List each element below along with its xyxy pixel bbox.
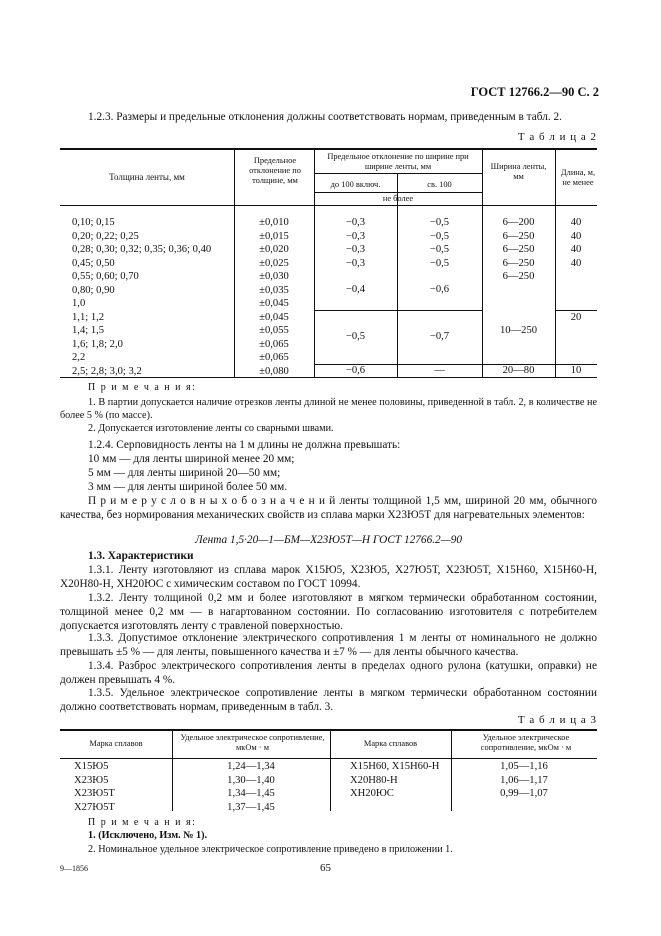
table-cell: −0,3 [345, 230, 366, 242]
table-cell: ХН20ЮС [350, 788, 394, 799]
table-cell: −0,5 [429, 217, 450, 228]
table-cell: 20 [570, 312, 582, 323]
table-cell: ±0,065 [259, 338, 289, 350]
table-cell: 40 [570, 257, 582, 269]
header-up-to-100: до 100 включ. [330, 180, 381, 189]
notes2-item-2: 2. Номинальное удельное электрическое сопротивление приведено в приложении 1. [88, 844, 453, 855]
header-grade-right: Марка сплавов [363, 739, 418, 748]
table-cell: Х15Ю5 [74, 761, 109, 772]
table-cell: 0,45; 0,50 [72, 257, 115, 269]
col-thickness [72, 216, 234, 378]
table-cell: −0,6 [429, 284, 450, 295]
table-cell: 6—250 [502, 271, 535, 282]
header-width-tolerance: Предельное отклонение по ширине при ширине ленты, мм [327, 152, 469, 171]
table-cell: 1,06—1,17 [500, 774, 548, 786]
header-resistance-left: Удельное электрическое сопротивление, мкОм · м [180, 733, 325, 752]
note-2: 2. Допускается изготовление ленты со сварными швами. [88, 423, 334, 434]
table-cell: Х20Н80-Н [350, 774, 398, 786]
table-cell: 10—250 [499, 325, 538, 336]
page-header: ГОСТ 12766.2—90 С. 2 [470, 85, 599, 99]
paragraph-1-3-4: 1.3.4. Разброс электрического сопротивления ленты в пределах одного рулона (катушки, оправки) не должен превышать 4 %. [60, 660, 597, 687]
notes2-item-1: 1. (Исключено, Изм. № 1). [88, 830, 208, 841]
paragraph-1-2-4: 1.2.4. Серповидность ленты на 1 м длины не должна превышать: [88, 439, 401, 451]
table-cell: 0,55; 0,60; 0,70 [72, 271, 139, 282]
paragraph-1-2-4-c: 3 мм — для ленты шириной более 50 мм. [88, 481, 288, 493]
table-cell: ±0,030 [259, 271, 289, 282]
header-length: Длина, м, не менее [560, 168, 596, 187]
footer-code: 9—1856 [60, 864, 88, 873]
table-cell: 10 [570, 365, 582, 376]
header-thickness-tolerance: Предельное отклонение по толщине, мм [249, 156, 301, 185]
table-cell: 1,24—1,34 [227, 761, 275, 772]
table-cell: 20—80 [502, 365, 535, 376]
notes2-title: П р и м е ч а н и я: [88, 817, 197, 828]
table-cell: ±0,055 [259, 325, 289, 336]
table-cell: ±0,010 [259, 217, 289, 228]
paragraph-1-3-5: 1.3.5. Удельное электрическое сопротивление ленты в мягком термически обработанном состоянии должно соответствовать нормам, приведенным в табл. 3. [60, 687, 597, 714]
table-cell: 2,2 [72, 352, 86, 363]
table-cell: 0,99—1,07 [500, 788, 548, 799]
table-2 [60, 148, 597, 378]
table-cell: −0,5 [345, 331, 366, 342]
table-cell: 1,05—1,16 [500, 761, 548, 772]
example-paragraph: П р и м е р у с л о в н ы х о б о з н а ч е н и й ленты толщиной 1,5 мм, шириной 20 мм, обычного качества, без нормирования механических свойств из сплава марки Х23Ю5Т для нагревательных элементов: [60, 495, 597, 522]
table-cell: −0,7 [429, 331, 450, 342]
table-cell: 0,20; 0,22; 0,25 [72, 230, 139, 242]
table-cell: 1,30—1,40 [227, 774, 275, 786]
table-cell: 1,6; 1,8; 2,0 [72, 338, 123, 350]
table-cell: 0,28; 0,30; 0,32; 0,35; 0,36; 0,40 [72, 244, 212, 255]
table-cell: −0,5 [429, 244, 450, 255]
table-cell: −0,4 [345, 284, 366, 295]
table-cell: 1,0 [72, 298, 86, 309]
table-cell: 6—250 [502, 244, 535, 255]
table-cell: ±0,015 [259, 230, 289, 242]
table-cell: −0,3 [345, 244, 366, 255]
table-cell: 6—250 [502, 230, 535, 242]
note-1: 1. В партии допускается наличие отрезков ленты длиной не менее половины, приведенной в табл. 2, в количестве не более 5 % (по массе). [60, 397, 597, 421]
header-resistance-right: Удельное электрическое сопротивление, мкОм · м [480, 733, 572, 752]
paragraph-1-2-4-b: 5 мм — для ленты шириной 20—50 мм; [88, 467, 281, 479]
table-cell: 40 [570, 230, 582, 242]
table-cell: 40 [570, 244, 582, 255]
section-1-3-title: 1.3. Характеристики [88, 550, 194, 562]
col-tolerance [234, 216, 314, 378]
col-grades-left [74, 760, 172, 814]
table-cell: Х27Ю5Т [74, 801, 115, 813]
header-width: Ширина ленты, мм [490, 162, 547, 181]
paragraph-1-2-4-a: 10 мм — для ленты шириной менее 20 мм; [88, 453, 295, 465]
table-cell: ±0,025 [259, 257, 289, 269]
col-grades-right [350, 760, 451, 801]
table-cell: 1,4; 1,5 [72, 325, 105, 336]
col-over-100 [397, 216, 482, 270]
paragraph-1-3-2: 1.3.2. Ленту толщиной 0,2 мм и более изготовляют в мягком термически обработанном состоянии, толщиной менее 0,2 мм — в нагартованном состоянии. По согласованию изготовителя с потребителем допускается изготовлять ленту с травленой поверхностью. [60, 592, 597, 633]
table3-caption: Т а б л и ц а 3 [517, 714, 597, 726]
table-cell: ±0,045 [259, 311, 289, 323]
table-cell: 0,10; 0,15 [72, 217, 115, 228]
paragraph-1-2-3: 1.2.3. Размеры и предельные отклонения должны соответствовать нормам, приведенным в табл. 2. [88, 111, 562, 123]
table-cell: −0,5 [429, 230, 450, 242]
example-designation: Лента 1,5·20—1—БМ—Х23Ю5Т—Н ГОСТ 12766.2—90 [194, 534, 463, 546]
paragraph-1-3-3: 1.3.3. Допустимое отклонение электрического сопротивления 1 м ленты от номинального не должно превышать ±5 % — для ленты, повышенного качества и ±7 % — для ленты обычного качества. [60, 632, 597, 659]
paragraph-1-3-1: 1.3.1. Ленту изготовляют из сплава марок Х15Ю5, Х23Ю5, Х27Ю5Т, Х23Ю5Т, Х15Н60, Х15Н60-Н, Х20Н80-Н, ХН20ЮС с химическим составом по ГОСТ 10994. [60, 564, 597, 591]
notes-title: П р и м е ч а н и я: [88, 382, 197, 393]
table-cell: −0,3 [345, 217, 366, 228]
col-up-to-100 [314, 216, 397, 270]
table-cell: ±0,065 [259, 352, 289, 363]
table2-caption: Т а б л и ц а 2 [517, 131, 597, 143]
table-cell: 6—200 [502, 217, 535, 228]
table-cell: −0,5 [429, 257, 450, 269]
col-resistance-left [172, 760, 330, 814]
header-over-100: св. 100 [427, 180, 452, 189]
col-resistance-right [451, 760, 597, 801]
table-cell: ±0,035 [259, 284, 289, 296]
header-thickness: Толщина ленты, мм [109, 172, 185, 182]
table-cell: Х23Ю5Т [74, 788, 115, 799]
table-3 [60, 729, 597, 811]
table-cell: 40 [570, 217, 582, 228]
header-grade-left: Марка сплавов [89, 739, 143, 748]
header-no-more: не более [382, 194, 414, 203]
table-cell: 1,34—1,45 [227, 788, 275, 799]
table-cell: ±0,080 [259, 365, 289, 377]
table-cell: Х23Ю5 [74, 774, 109, 786]
table-cell: −0,3 [345, 257, 366, 269]
table-cell: 2,5; 2,8; 3,0; 3,2 [72, 365, 142, 377]
table-cell: ±0,045 [259, 298, 289, 309]
page-number: 65 [320, 862, 331, 874]
table-cell: −0,6 [345, 365, 366, 376]
table-cell: ±0,020 [259, 244, 289, 255]
table-cell: 6—250 [502, 257, 535, 269]
table-cell: — [434, 365, 445, 376]
table-cell: 1,1; 1,2 [72, 311, 105, 323]
table-cell: Х15Н60, Х15Н60-Н [350, 761, 440, 772]
table-cell: 1,37—1,45 [227, 801, 275, 813]
col-length [555, 216, 597, 270]
table-cell: 0,80; 0,90 [72, 284, 115, 296]
col-width [482, 216, 555, 284]
